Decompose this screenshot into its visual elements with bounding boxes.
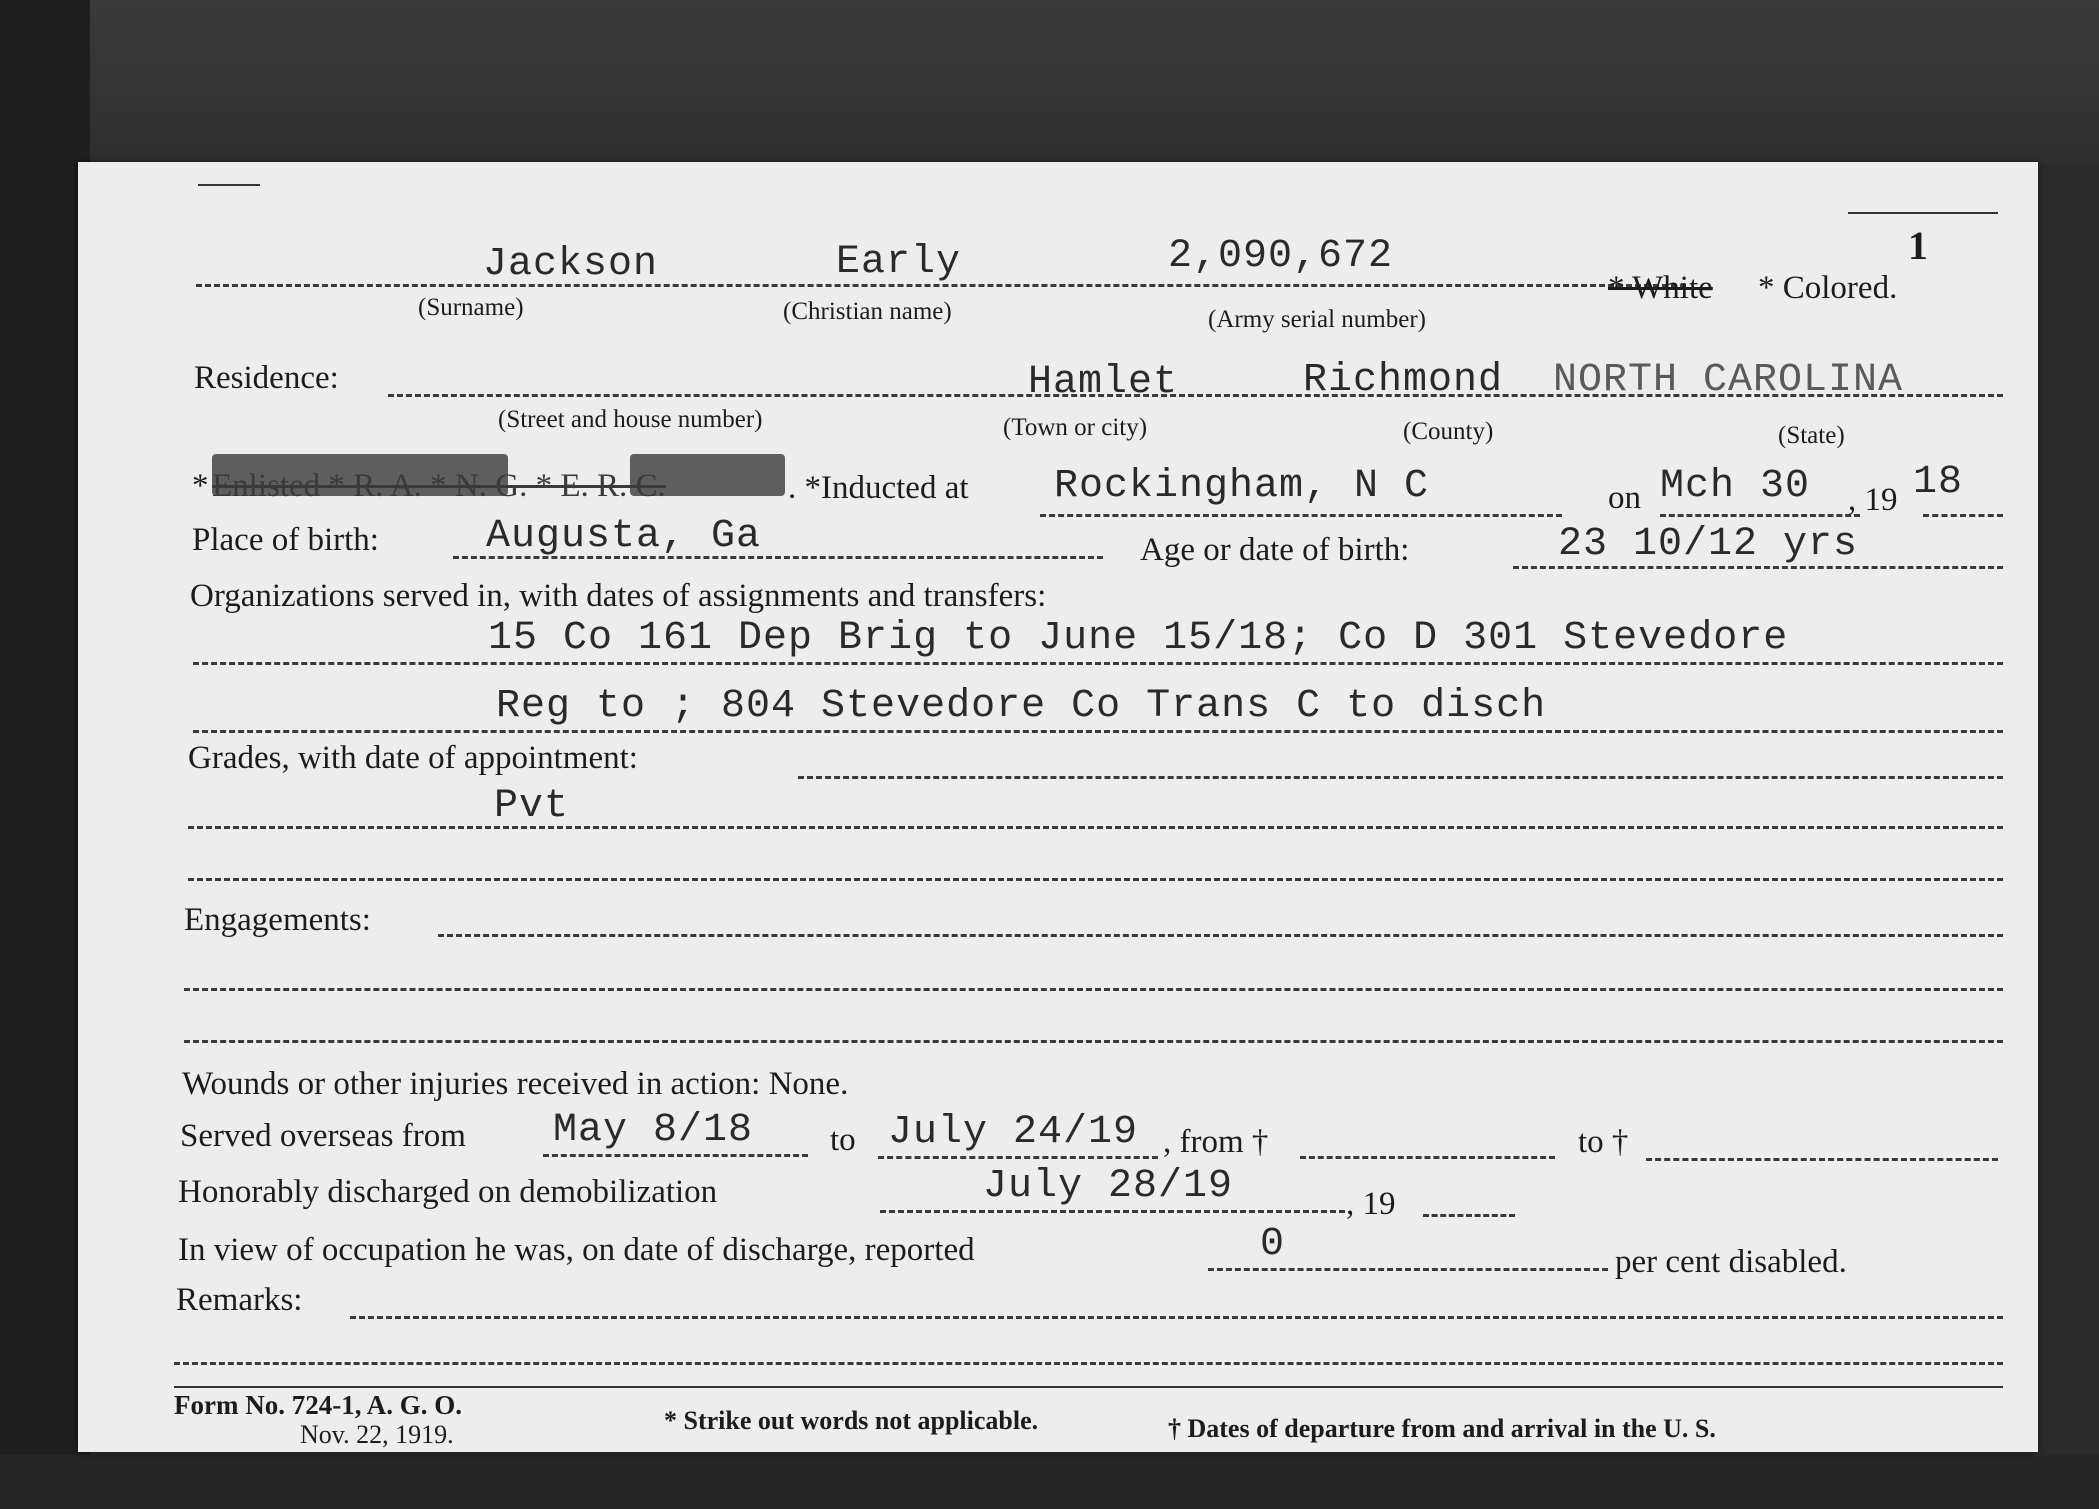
birthplace-value: Augusta, Ga bbox=[486, 514, 762, 559]
disability-line bbox=[1208, 1268, 1608, 1271]
overseas-to-label: to bbox=[830, 1122, 856, 1158]
year-line bbox=[1923, 514, 2003, 517]
discharge-year-line bbox=[1423, 1214, 1515, 1217]
organizations-value-2: Reg to ; 804 Stevedore Co Trans C to disch bbox=[496, 684, 1547, 729]
organizations-line-2 bbox=[193, 730, 2003, 733]
from-dagger-line bbox=[1300, 1156, 1555, 1159]
grades-line-1 bbox=[798, 776, 2003, 779]
remarks-label: Remarks: bbox=[176, 1282, 303, 1318]
disability-suffix: per cent disabled. bbox=[1615, 1244, 1847, 1280]
caption-street: (Street and house number) bbox=[498, 406, 763, 433]
caption-christian-name: (Christian name) bbox=[783, 298, 952, 325]
to-dagger-line bbox=[1646, 1158, 1998, 1161]
surname-value: Jackson bbox=[483, 242, 659, 287]
grade-value: Pvt bbox=[494, 784, 570, 829]
race-colored: * Colored. bbox=[1758, 270, 1898, 306]
scanner-background-left bbox=[0, 0, 90, 1509]
form-number: Form No. 724-1, A. G. O. bbox=[174, 1390, 462, 1420]
discharge-date-value: July 28/19 bbox=[983, 1164, 1234, 1209]
engagements-line-2 bbox=[184, 988, 2003, 991]
engagements-label: Engagements: bbox=[184, 902, 371, 938]
card-number-rule bbox=[1848, 212, 1998, 214]
age-value: 23 10/12 yrs bbox=[1558, 522, 1859, 567]
residence-label: Residence: bbox=[194, 360, 339, 396]
footnote-strike: * Strike out words not applicable. bbox=[664, 1406, 1039, 1435]
disability-label: In view of occupation he was, on date of discharge, reported bbox=[178, 1232, 975, 1268]
residence-town-value: Hamlet bbox=[1028, 360, 1179, 405]
christian-name-value: Early bbox=[836, 240, 962, 285]
year-prefix: , 19 bbox=[1848, 482, 1898, 518]
serial-number-value: 2,090,672 bbox=[1168, 234, 1394, 279]
organizations-value-1: 15 Co 161 Dep Brig to June 15/18; Co D 301 Stevedore bbox=[488, 616, 1789, 661]
overseas-to-line bbox=[878, 1156, 1158, 1159]
discharge-line bbox=[880, 1210, 1345, 1213]
grades-line-3 bbox=[188, 878, 2003, 881]
age-label: Age or date of birth: bbox=[1140, 532, 1410, 568]
overseas-label: Served overseas from bbox=[180, 1118, 466, 1154]
caption-town: (Town or city) bbox=[1003, 414, 1148, 441]
inducted-date-value: Mch 30 bbox=[1660, 464, 1811, 509]
enlisted-asterisk: * bbox=[192, 468, 209, 504]
from-dagger-label: , from † bbox=[1163, 1124, 1269, 1160]
organizations-label: Organizations served in, with dates of assignments and transfers: bbox=[190, 578, 1047, 614]
footer-rule bbox=[174, 1386, 2003, 1388]
wounds-label: Wounds or other injuries received in action: None. bbox=[182, 1066, 849, 1102]
card-number: 1 bbox=[1908, 223, 1928, 268]
footnote-dates: † Dates of departure from and arrival in the U. S. bbox=[1168, 1414, 1716, 1443]
overseas-to-value: July 24/19 bbox=[888, 1110, 1139, 1155]
race-white-struck: * White bbox=[1608, 270, 1713, 306]
residence-county-value: Richmond bbox=[1303, 358, 1504, 403]
service-record-card bbox=[78, 162, 2038, 1452]
overseas-from-value: May 8/18 bbox=[553, 1108, 754, 1153]
inducted-label: . *Inducted at bbox=[788, 470, 969, 506]
on-label: on bbox=[1608, 480, 1641, 516]
caption-state: (State) bbox=[1778, 422, 1845, 449]
grades-line-2 bbox=[188, 826, 2003, 829]
inducted-place-value: Rockingham, N C bbox=[1054, 464, 1430, 509]
scanner-background-top bbox=[0, 0, 2099, 165]
corner-mark bbox=[198, 184, 260, 186]
inducted-place-line bbox=[1040, 514, 1562, 517]
form-date: Nov. 22, 1919. bbox=[300, 1420, 454, 1449]
year-suffix-value: 18 bbox=[1913, 460, 1964, 505]
caption-county: (County) bbox=[1403, 418, 1494, 445]
to-dagger-label: to † bbox=[1578, 1124, 1629, 1160]
caption-surname: (Surname) bbox=[418, 294, 524, 321]
disability-value: 0 bbox=[1260, 1222, 1286, 1267]
caption-serial-number: (Army serial number) bbox=[1208, 306, 1426, 333]
residence-state-value: NORTH CAROLINA bbox=[1553, 358, 1904, 403]
discharge-year-prefix: , 19 bbox=[1346, 1186, 1396, 1222]
remarks-line-1 bbox=[350, 1316, 2003, 1319]
discharge-label: Honorably discharged on demobilization bbox=[178, 1174, 718, 1210]
scanner-background-bottom bbox=[0, 1455, 2099, 1509]
overseas-from-line bbox=[543, 1154, 808, 1157]
engagements-line-3 bbox=[184, 1040, 2003, 1043]
organizations-line-1 bbox=[193, 662, 2003, 665]
inducted-date-line bbox=[1660, 514, 1860, 517]
enlisted-struck: Enlisted * R. A. * N. G. * E. R. C. bbox=[212, 468, 666, 504]
remarks-line-2 bbox=[174, 1362, 2003, 1365]
grades-label: Grades, with date of appointment: bbox=[188, 740, 638, 776]
birthplace-label: Place of birth: bbox=[192, 522, 379, 558]
engagements-line-1 bbox=[438, 934, 2003, 937]
